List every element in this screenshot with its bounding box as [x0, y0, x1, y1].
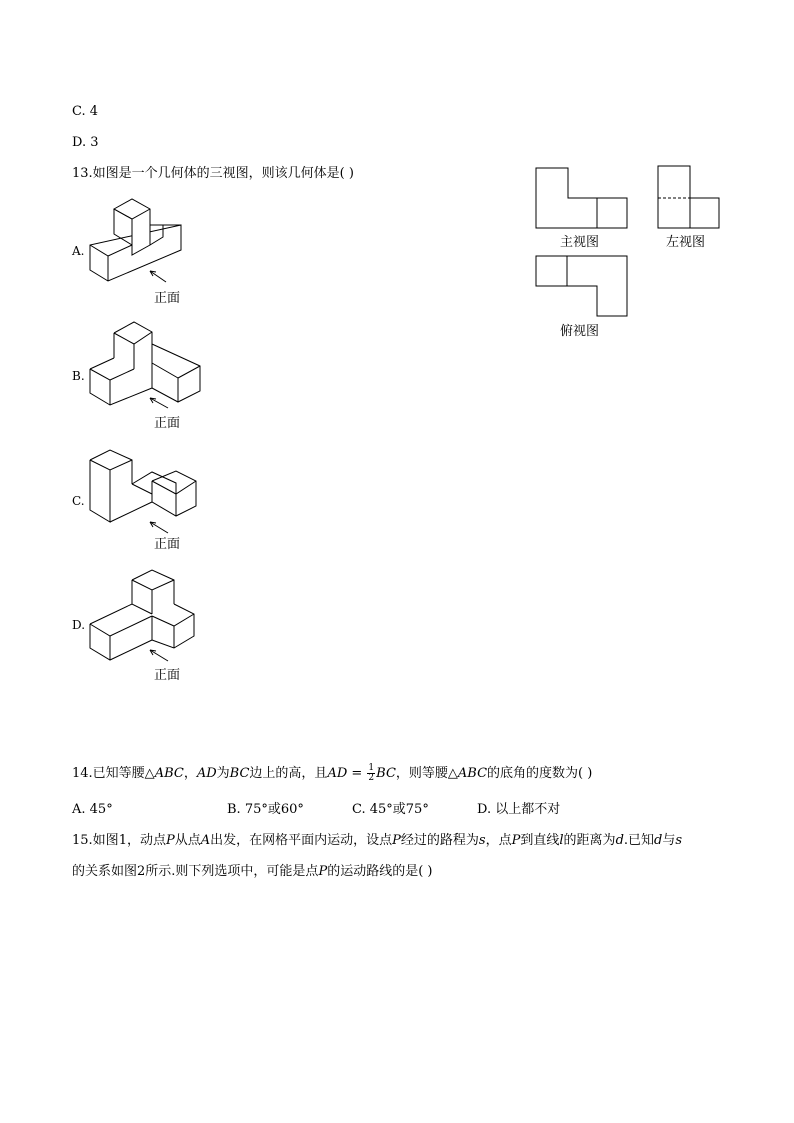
q15-stem-line1: 15.如图1，动点P从点A出发，在网格平面内运动，设点P经过的路程为s，点P到直线l的距离为d.已知d与s — [72, 833, 683, 848]
q13-option-b-caption: 正面 — [154, 416, 181, 431]
q13-option-a-figure[interactable] — [86, 195, 196, 310]
front-view-shape — [536, 168, 627, 228]
q13-option-c-letter: C. — [72, 494, 85, 508]
q13-option-d-letter: D. — [72, 618, 86, 632]
q13-option-b-letter: B. — [72, 369, 85, 383]
q14-option-d[interactable]: D. 以上都不对 — [477, 802, 561, 817]
q13-stem: 13.如图是一个几何体的三视图，则该几何体是( ) — [72, 166, 354, 181]
prev-option-d: D. 3 — [72, 135, 99, 150]
q13-option-c-figure[interactable] — [86, 446, 206, 556]
q15-stem-line2: 的关系如图2所示.则下列选项中，可能是点P的运动路线的是( ) — [72, 864, 433, 879]
q14-option-b[interactable]: B. 75°或60° — [227, 802, 304, 817]
prev-option-c: C. 4 — [72, 104, 99, 119]
q13-option-c-caption: 正面 — [154, 537, 181, 552]
left-view-label: 左视图 — [666, 235, 706, 250]
left-view-shape — [658, 166, 719, 228]
q14-stem: 14.已知等腰△ABC，AD为BC边上的高，且AD = $\frac{1}{2}$ BC，则等腰△ABC的底角的度数为( ) — [72, 763, 593, 783]
q13-option-a-letter: A. — [72, 244, 85, 258]
q13-option-a-caption: 正面 — [154, 291, 181, 306]
front-view-label: 主视图 — [560, 235, 600, 250]
q14-fraction: $\frac{1}{2}$ — [368, 763, 375, 783]
q14-option-c[interactable]: C. 45°或75° — [352, 802, 429, 817]
q14-option-a[interactable]: A. 45° — [72, 802, 113, 817]
q13-option-b-figure[interactable] — [86, 318, 206, 433]
top-view-label: 俯视图 — [560, 324, 600, 339]
q13-option-d-figure[interactable] — [86, 566, 206, 686]
three-views-figure — [530, 160, 730, 345]
top-view-shape — [536, 256, 627, 316]
q13-option-d-caption: 正面 — [154, 668, 181, 683]
